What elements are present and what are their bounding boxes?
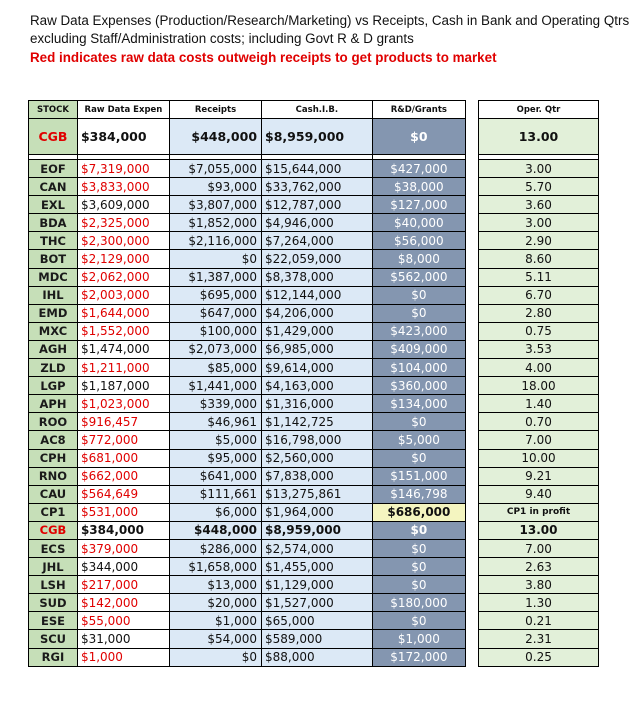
row-raw-data-expense: $1,023,000 <box>77 395 169 413</box>
row-cash-in-bank: $2,574,000 <box>262 539 373 557</box>
featured-cash: $8,959,000 <box>262 119 373 155</box>
row-cash-in-bank: $1,527,000 <box>262 594 373 612</box>
row-raw-data-expense: $3,609,000 <box>77 196 169 214</box>
row-operating-quarters: 2.31 <box>479 630 599 648</box>
row-receipts: $647,000 <box>169 304 261 322</box>
row-raw-data-expense: $1,187,000 <box>77 377 169 395</box>
row-cash-in-bank: $4,206,000 <box>262 304 373 322</box>
row-raw-data-expense: $384,000 <box>77 521 169 539</box>
row-operating-quarters: CP1 in profit <box>479 503 599 521</box>
row-raw-data-expense: $2,325,000 <box>77 214 169 232</box>
row-stock-code: AC8 <box>29 431 78 449</box>
row-cash-in-bank: $4,163,000 <box>262 377 373 395</box>
row-raw-data-expense: $142,000 <box>77 594 169 612</box>
row-operating-quarters: 4.00 <box>479 359 599 377</box>
row-raw-data-expense: $1,644,000 <box>77 304 169 322</box>
row-cash-in-bank: $65,000 <box>262 612 373 630</box>
row-receipts: $20,000 <box>169 594 261 612</box>
row-rd-grants: $360,000 <box>372 377 465 395</box>
row-stock-code: ESE <box>29 612 78 630</box>
table-row <box>29 160 466 178</box>
header-line-1: Raw Data Expenses (Production/Research/Marketing) vs Receipts, Cash in Bank and Operating Qtrs <box>30 13 630 28</box>
row-raw-data-expense: $31,000 <box>77 630 169 648</box>
table-row <box>479 431 599 449</box>
table-row <box>29 377 466 395</box>
table-row <box>479 485 599 503</box>
table-row <box>29 340 466 358</box>
table-row <box>29 467 466 485</box>
row-cash-in-bank: $7,838,000 <box>262 467 373 485</box>
row-operating-quarters: 2.90 <box>479 232 599 250</box>
table-row <box>29 648 466 666</box>
row-cash-in-bank: $1,455,000 <box>262 558 373 576</box>
featured-row <box>29 119 466 155</box>
row-rd-grants: $104,000 <box>372 359 465 377</box>
row-receipts: $1,441,000 <box>169 377 261 395</box>
row-cash-in-bank: $8,959,000 <box>262 521 373 539</box>
row-operating-quarters: 9.40 <box>479 485 599 503</box>
table-row <box>29 431 466 449</box>
table-row <box>29 286 466 304</box>
row-operating-quarters: 0.75 <box>479 322 599 340</box>
row-raw-data-expense: $1,474,000 <box>77 340 169 358</box>
table-row <box>29 503 466 521</box>
table-row <box>479 648 599 666</box>
table-row <box>29 612 466 630</box>
row-receipts: $85,000 <box>169 359 261 377</box>
table-row <box>479 558 599 576</box>
row-receipts: $100,000 <box>169 322 261 340</box>
row-raw-data-expense: $2,129,000 <box>77 250 169 268</box>
table-row <box>29 576 466 594</box>
row-operating-quarters: 2.80 <box>479 304 599 322</box>
row-stock-code: THC <box>29 232 78 250</box>
row-rd-grants: $146,798 <box>372 485 465 503</box>
row-raw-data-expense: $2,062,000 <box>77 268 169 286</box>
row-rd-grants: $1,000 <box>372 630 465 648</box>
row-rd-grants: $0 <box>372 449 465 467</box>
table-row <box>479 594 599 612</box>
row-operating-quarters: 13.00 <box>479 521 599 539</box>
row-receipts: $7,055,000 <box>169 160 261 178</box>
row-receipts: $448,000 <box>169 521 261 539</box>
row-raw-data-expense: $662,000 <box>77 467 169 485</box>
row-rd-grants: $40,000 <box>372 214 465 232</box>
row-cash-in-bank: $16,798,000 <box>262 431 373 449</box>
row-receipts: $54,000 <box>169 630 261 648</box>
table-row <box>29 359 466 377</box>
row-receipts: $286,000 <box>169 539 261 557</box>
row-stock-code: CAN <box>29 178 78 196</box>
row-raw-data-expense: $7,319,000 <box>77 160 169 178</box>
row-operating-quarters: 7.00 <box>479 431 599 449</box>
row-operating-quarters: 6.70 <box>479 286 599 304</box>
row-receipts: $339,000 <box>169 395 261 413</box>
row-raw-data-expense: $1,000 <box>77 648 169 666</box>
table-row <box>29 232 466 250</box>
table-row <box>479 503 599 521</box>
row-operating-quarters: 10.00 <box>479 449 599 467</box>
table-row <box>479 304 599 322</box>
row-rd-grants: $151,000 <box>372 467 465 485</box>
featured-receipts: $448,000 <box>169 119 261 155</box>
row-rd-grants: $0 <box>372 521 465 539</box>
table-row <box>479 322 599 340</box>
row-cash-in-bank: $4,946,000 <box>262 214 373 232</box>
row-stock-code: CPH <box>29 449 78 467</box>
table-row <box>29 268 466 286</box>
row-raw-data-expense: $772,000 <box>77 431 169 449</box>
row-stock-code: ZLD <box>29 359 78 377</box>
row-cash-in-bank: $12,787,000 <box>262 196 373 214</box>
table-row <box>479 395 599 413</box>
row-cash-in-bank: $8,378,000 <box>262 268 373 286</box>
table-row <box>479 250 599 268</box>
row-stock-code: AGH <box>29 340 78 358</box>
table-row <box>29 214 466 232</box>
table-row <box>29 250 466 268</box>
row-cash-in-bank: $6,985,000 <box>262 340 373 358</box>
row-raw-data-expense: $55,000 <box>77 612 169 630</box>
table-row <box>29 558 466 576</box>
row-receipts: $695,000 <box>169 286 261 304</box>
row-stock-code: IHL <box>29 286 78 304</box>
table-row <box>29 449 466 467</box>
header-row <box>29 101 466 119</box>
row-cash-in-bank: $12,144,000 <box>262 286 373 304</box>
row-stock-code: LGP <box>29 377 78 395</box>
row-stock-code: RNO <box>29 467 78 485</box>
row-rd-grants: $180,000 <box>372 594 465 612</box>
row-rd-grants: $0 <box>372 286 465 304</box>
row-rd-grants: $562,000 <box>372 268 465 286</box>
row-stock-code: EOF <box>29 160 78 178</box>
operating-quarters-table <box>478 100 599 667</box>
row-receipts: $46,961 <box>169 413 261 431</box>
row-receipts: $95,000 <box>169 449 261 467</box>
table-row <box>29 322 466 340</box>
row-raw-data-expense: $217,000 <box>77 576 169 594</box>
row-raw-data-expense: $3,833,000 <box>77 178 169 196</box>
header-row <box>479 101 599 119</box>
table-row <box>29 594 466 612</box>
row-raw-data-expense: $1,211,000 <box>77 359 169 377</box>
featured-oper: 13.00 <box>479 119 599 155</box>
row-receipts: $5,000 <box>169 431 261 449</box>
row-stock-code: EXL <box>29 196 78 214</box>
table-row <box>479 286 599 304</box>
row-receipts: $2,116,000 <box>169 232 261 250</box>
row-stock-code: SUD <box>29 594 78 612</box>
row-receipts: $2,073,000 <box>169 340 261 358</box>
header-legend-note: Red indicates raw data costs outweigh receipts to get products to market <box>30 50 497 65</box>
row-operating-quarters: 0.21 <box>479 612 599 630</box>
row-operating-quarters: 1.30 <box>479 594 599 612</box>
row-operating-quarters: 1.40 <box>479 395 599 413</box>
row-operating-quarters: 7.00 <box>479 539 599 557</box>
table-row <box>29 630 466 648</box>
table-row <box>479 196 599 214</box>
table-row <box>479 539 599 557</box>
row-receipts: $641,000 <box>169 467 261 485</box>
header-line-2: excluding Staff/Administration costs; including Govt R & D grants <box>30 31 414 46</box>
table-row <box>29 395 466 413</box>
row-cash-in-bank: $22,059,000 <box>262 250 373 268</box>
row-raw-data-expense: $531,000 <box>77 503 169 521</box>
table-row <box>29 196 466 214</box>
row-cash-in-bank: $33,762,000 <box>262 178 373 196</box>
row-stock-code: LSH <box>29 576 78 594</box>
row-cash-in-bank: $1,142,725 <box>262 413 373 431</box>
row-rd-grants: $686,000 <box>372 503 465 521</box>
featured-stock: CGB <box>29 119 78 155</box>
row-cash-in-bank: $7,264,000 <box>262 232 373 250</box>
row-operating-quarters: 5.11 <box>479 268 599 286</box>
table-row <box>479 630 599 648</box>
row-raw-data-expense: $379,000 <box>77 539 169 557</box>
row-stock-code: ROO <box>29 413 78 431</box>
row-receipts: $93,000 <box>169 178 261 196</box>
row-stock-code: BOT <box>29 250 78 268</box>
row-stock-code: RGI <box>29 648 78 666</box>
row-receipts: $0 <box>169 250 261 268</box>
row-cash-in-bank: $1,964,000 <box>262 503 373 521</box>
row-stock-code: MXC <box>29 322 78 340</box>
row-rd-grants: $8,000 <box>372 250 465 268</box>
featured-rd: $0 <box>372 119 465 155</box>
row-rd-grants: $134,000 <box>372 395 465 413</box>
table-row <box>479 178 599 196</box>
row-cash-in-bank: $13,275,861 <box>262 485 373 503</box>
row-rd-grants: $0 <box>372 539 465 557</box>
row-operating-quarters: 3.00 <box>479 214 599 232</box>
table-row <box>479 377 599 395</box>
row-receipts: $3,807,000 <box>169 196 261 214</box>
col-header-receipts: Receipts <box>169 101 261 119</box>
table-row <box>479 232 599 250</box>
row-operating-quarters: 3.60 <box>479 196 599 214</box>
row-rd-grants: $172,000 <box>372 648 465 666</box>
row-rd-grants: $427,000 <box>372 160 465 178</box>
row-raw-data-expense: $916,457 <box>77 413 169 431</box>
row-stock-code: JHL <box>29 558 78 576</box>
row-rd-grants: $409,000 <box>372 340 465 358</box>
row-stock-code: EMD <box>29 304 78 322</box>
row-cash-in-bank: $1,316,000 <box>262 395 373 413</box>
row-stock-code: ECS <box>29 539 78 557</box>
row-rd-grants: $127,000 <box>372 196 465 214</box>
row-cash-in-bank: $15,644,000 <box>262 160 373 178</box>
row-stock-code: BDA <box>29 214 78 232</box>
row-cash-in-bank: $2,560,000 <box>262 449 373 467</box>
table-row <box>479 214 599 232</box>
table-row <box>29 485 466 503</box>
featured-raw: $384,000 <box>77 119 169 155</box>
col-header-stock: STOCK <box>29 101 78 119</box>
row-receipts: $0 <box>169 648 261 666</box>
row-raw-data-expense: $1,552,000 <box>77 322 169 340</box>
row-operating-quarters: 3.80 <box>479 576 599 594</box>
row-stock-code: CP1 <box>29 503 78 521</box>
row-receipts: $13,000 <box>169 576 261 594</box>
col-header-cash: Cash.I.B. <box>262 101 373 119</box>
row-rd-grants: $5,000 <box>372 431 465 449</box>
table-row <box>479 268 599 286</box>
col-header-rd-grants: R&D/Grants <box>372 101 465 119</box>
row-stock-code: MDC <box>29 268 78 286</box>
table-row <box>479 359 599 377</box>
row-rd-grants: $0 <box>372 558 465 576</box>
row-operating-quarters: 9.21 <box>479 467 599 485</box>
table-row <box>29 413 466 431</box>
table-row <box>479 467 599 485</box>
table-row <box>479 160 599 178</box>
row-operating-quarters: 2.63 <box>479 558 599 576</box>
row-raw-data-expense: $564,649 <box>77 485 169 503</box>
row-cash-in-bank: $88,000 <box>262 648 373 666</box>
table-row <box>479 413 599 431</box>
row-stock-code: SCU <box>29 630 78 648</box>
featured-row <box>479 119 599 155</box>
row-raw-data-expense: $2,300,000 <box>77 232 169 250</box>
row-operating-quarters: 3.00 <box>479 160 599 178</box>
table-row <box>479 612 599 630</box>
table-row <box>29 178 466 196</box>
row-stock-code: CAU <box>29 485 78 503</box>
row-stock-code: CGB <box>29 521 78 539</box>
table-row <box>479 576 599 594</box>
row-rd-grants: $0 <box>372 304 465 322</box>
table-row <box>29 304 466 322</box>
row-cash-in-bank: $1,129,000 <box>262 576 373 594</box>
expenses-table <box>28 100 466 667</box>
row-rd-grants: $56,000 <box>372 232 465 250</box>
row-cash-in-bank: $1,429,000 <box>262 322 373 340</box>
row-operating-quarters: 0.70 <box>479 413 599 431</box>
table-row <box>479 340 599 358</box>
row-rd-grants: $423,000 <box>372 322 465 340</box>
row-receipts: $1,852,000 <box>169 214 261 232</box>
row-operating-quarters: 18.00 <box>479 377 599 395</box>
row-operating-quarters: 3.53 <box>479 340 599 358</box>
row-rd-grants: $0 <box>372 576 465 594</box>
page-header <box>30 12 630 67</box>
row-receipts: $6,000 <box>169 503 261 521</box>
row-cash-in-bank: $589,000 <box>262 630 373 648</box>
col-header-raw-data: Raw Data Expen <box>77 101 169 119</box>
row-operating-quarters: 8.60 <box>479 250 599 268</box>
row-receipts: $1,000 <box>169 612 261 630</box>
row-cash-in-bank: $9,614,000 <box>262 359 373 377</box>
row-rd-grants: $38,000 <box>372 178 465 196</box>
table-row <box>479 521 599 539</box>
col-header-oper-qtr: Oper. Qtr <box>479 101 599 119</box>
row-rd-grants: $0 <box>372 413 465 431</box>
row-receipts: $1,387,000 <box>169 268 261 286</box>
row-raw-data-expense: $681,000 <box>77 449 169 467</box>
row-receipts: $1,658,000 <box>169 558 261 576</box>
table-row <box>29 539 466 557</box>
row-rd-grants: $0 <box>372 612 465 630</box>
row-stock-code: APH <box>29 395 78 413</box>
table-row <box>29 521 466 539</box>
row-raw-data-expense: $344,000 <box>77 558 169 576</box>
row-operating-quarters: 0.25 <box>479 648 599 666</box>
table-row <box>479 449 599 467</box>
row-raw-data-expense: $2,003,000 <box>77 286 169 304</box>
row-operating-quarters: 5.70 <box>479 178 599 196</box>
row-receipts: $111,661 <box>169 485 261 503</box>
